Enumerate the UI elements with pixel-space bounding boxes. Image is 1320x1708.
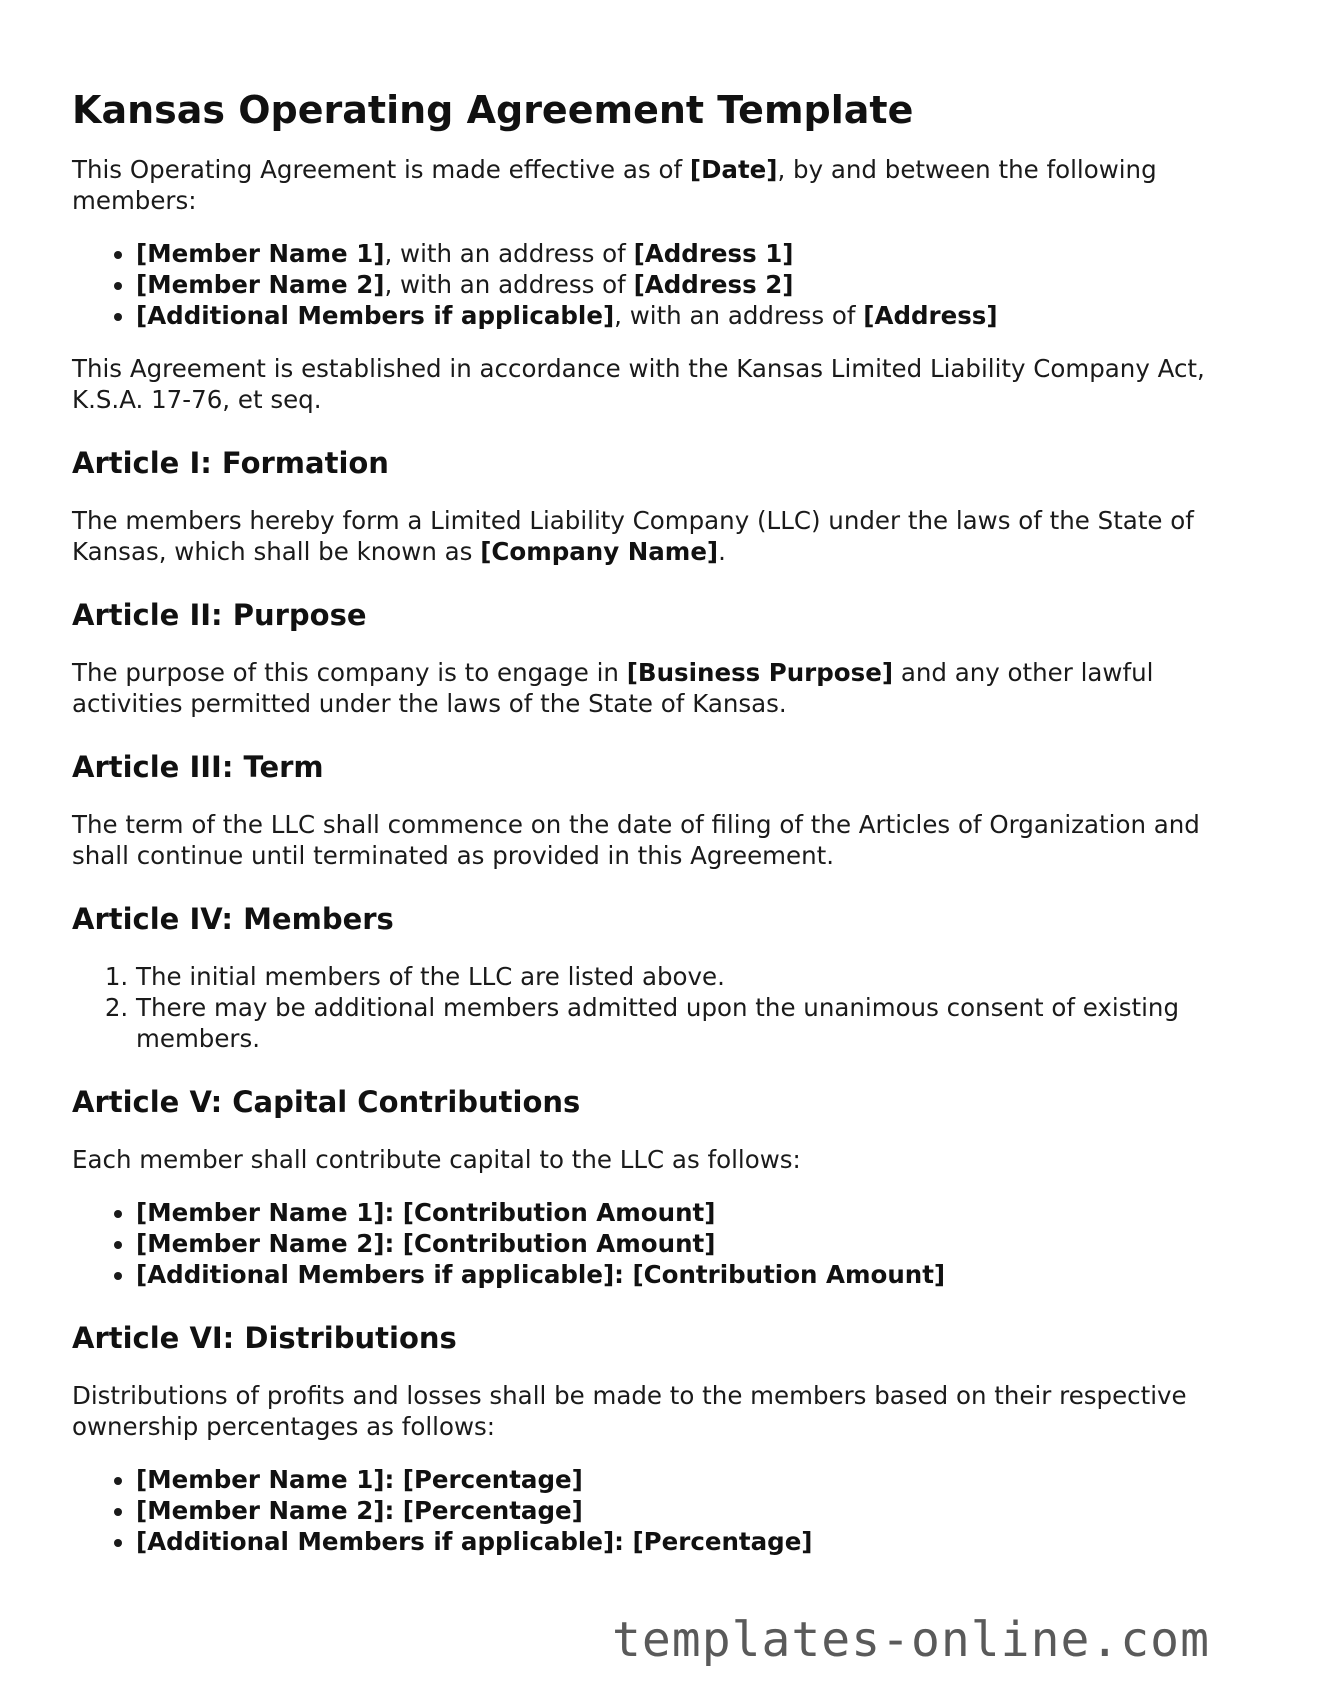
article-4-heading: Article IV: Members [72, 902, 394, 936]
member-connector: , with an address of [384, 270, 634, 299]
member-address: [Address 2] [633, 270, 794, 299]
document-title: Kansas Operating Agreement Template [72, 88, 914, 132]
company-name-placeholder: [Company Name] [480, 537, 719, 566]
list-item [136, 269, 1252, 300]
contribution-entry: [Member Name 2]: [Contribution Amount] [136, 1229, 716, 1258]
article-1-heading: Article I: Formation [72, 446, 389, 480]
article-2-text-before: The purpose of this company is to engage in [72, 658, 627, 687]
article-2-text [72, 657, 1252, 719]
member-address-list [72, 238, 1252, 331]
member-name: [Member Name 1] [136, 239, 385, 268]
article-1-text-after: . [718, 537, 726, 566]
list-item [136, 300, 1252, 331]
list-item [136, 238, 1252, 269]
contribution-list [72, 1197, 1252, 1290]
member-address: [Address] [863, 301, 998, 330]
article-6-text: Distributions of profits and losses shall be made to the members based on their respective ownership percentages as follows: [72, 1381, 1187, 1441]
contribution-entry: [Additional Members if applicable]: [Contribution Amount] [136, 1260, 946, 1289]
member-connector: , with an address of [614, 301, 864, 330]
list-item [136, 1526, 1252, 1557]
list-item [136, 1495, 1252, 1526]
list-item: 1. The initial members of the LLC are listed above. [136, 961, 1252, 992]
list-item [136, 1228, 1252, 1259]
intro-text-before: This Operating Agreement is made effective as of [72, 155, 690, 184]
article-5-text: Each member shall contribute capital to the LLC as follows: [72, 1145, 801, 1174]
intro-text-after: , by and between the following members: [72, 155, 1157, 215]
member-name: [Member Name 2] [136, 270, 385, 299]
distribution-entry: [Additional Members if applicable]: [Percentage] [136, 1527, 813, 1556]
article-2-text-after: and any other lawful activities permitted under the laws of the State of Kansas. [72, 658, 1154, 718]
article-3-text: The term of the LLC shall commence on the date of filing of the Articles of Organization and shall continue until terminated as provided in this Agreement. [72, 810, 1200, 870]
distribution-entry: [Member Name 2]: [Percentage] [136, 1496, 583, 1525]
article-1-text [72, 505, 1252, 567]
list-item [136, 1259, 1252, 1290]
article-6-heading: Article VI: Distributions [72, 1321, 457, 1355]
document-page [72, 86, 1252, 1579]
member-connector: , with an address of [384, 239, 634, 268]
member-name: [Additional Members if applicable] [136, 301, 615, 330]
list-item: 2. There may be additional members admitted upon the unanimous consent of existing members. [136, 992, 1252, 1054]
article-2-heading: Article II: Purpose [72, 598, 367, 632]
business-purpose-placeholder: [Business Purpose] [626, 658, 894, 687]
article-3-heading: Article III: Term [72, 750, 324, 784]
member-address: [Address 1] [633, 239, 794, 268]
article-1-text-before: The members hereby form a Limited Liability Company (LLC) under the laws of the State of Kansas, which shall be known as [72, 506, 1194, 566]
intro-paragraph [72, 154, 1252, 216]
contribution-entry: [Member Name 1]: [Contribution Amount] [136, 1198, 716, 1227]
list-item [136, 1464, 1252, 1495]
date-placeholder: [Date] [689, 155, 778, 184]
article-5-heading: Article V: Capital Contributions [72, 1085, 581, 1119]
article-4-list [72, 961, 1252, 1054]
list-item [136, 1197, 1252, 1228]
act-paragraph: This Agreement is established in accordance with the Kansas Limited Liability Company Act, K.S.A. 17-76, et seq. [72, 354, 1205, 414]
distribution-entry: [Member Name 1]: [Percentage] [136, 1465, 583, 1494]
watermark: templates-online.com [612, 1612, 1210, 1668]
distribution-list [72, 1464, 1252, 1557]
